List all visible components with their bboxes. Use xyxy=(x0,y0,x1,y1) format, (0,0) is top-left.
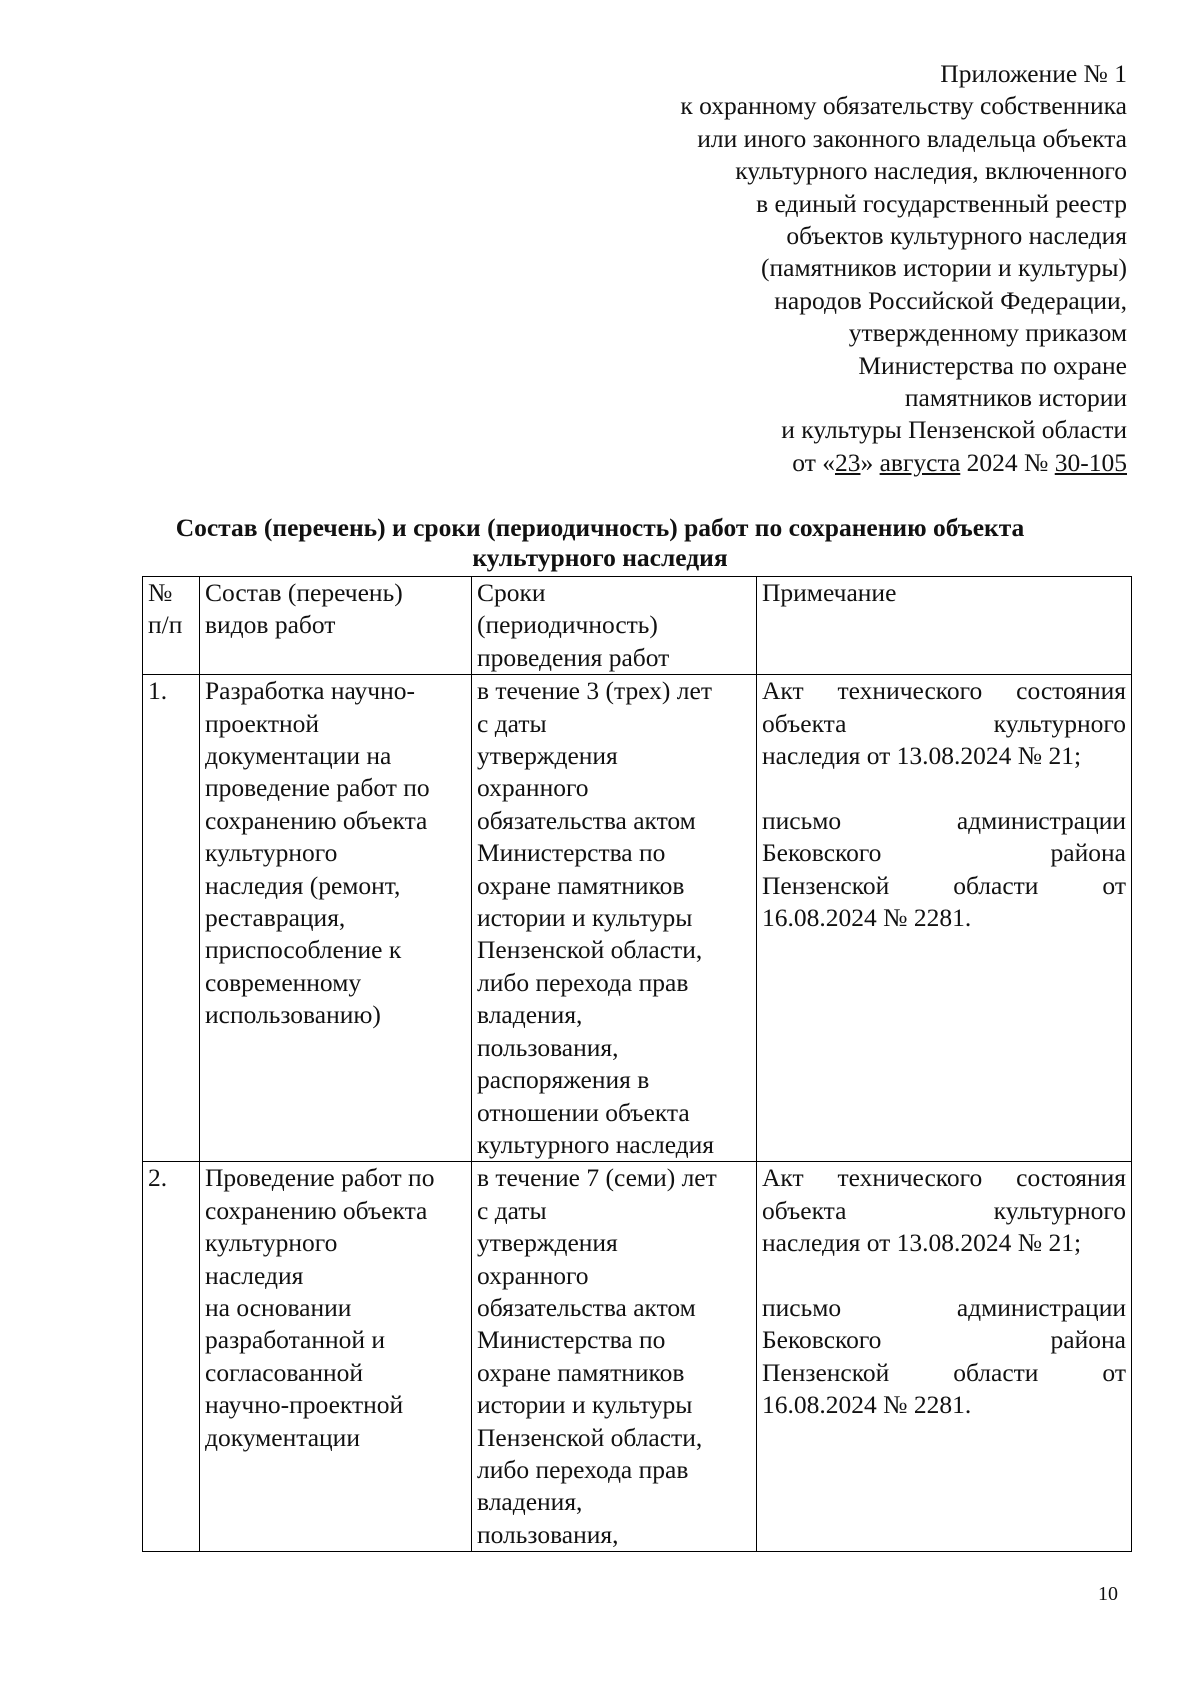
cell-text: Пензенской области, xyxy=(477,1422,703,1452)
order-date-line xyxy=(680,447,1127,479)
cell-note xyxy=(757,675,1132,1162)
cell-text: с даты xyxy=(477,1195,547,1225)
appendix-line: Министерства по охране xyxy=(858,350,1127,380)
cell-text: владения, xyxy=(477,1487,583,1517)
header-text: Состав (перечень) xyxy=(205,578,403,607)
cell-text: утверждения xyxy=(477,741,618,771)
page-number: 10 xyxy=(1098,1583,1118,1605)
cell-text: либо перехода прав xyxy=(477,1454,689,1484)
appendix-line: памятников истории xyxy=(904,383,1127,413)
header-note xyxy=(757,577,1132,675)
title-line: культурного наследия xyxy=(472,543,728,572)
cell-num xyxy=(143,1162,200,1552)
order-day: 23 xyxy=(834,447,861,477)
appendix-line: в единый государственный реестр xyxy=(756,188,1127,218)
header-text: № xyxy=(148,578,173,607)
cell-text: культурного наследия xyxy=(477,1129,715,1159)
cell-text: сохранению объекта xyxy=(205,1195,428,1225)
appendix-line: (памятников истории и культуры) xyxy=(761,253,1127,283)
paragraph-gap xyxy=(762,772,1126,804)
cell-text: охранного xyxy=(477,1260,589,1290)
title-line: Состав (перечень) и сроки (периодичность) работ по сохранению объекта xyxy=(175,513,1025,542)
cell-text: объекта культурного xyxy=(762,708,1126,738)
cell-text: научно-проектной xyxy=(205,1390,404,1420)
cell-text: приспособление к xyxy=(205,935,402,965)
cell-text: Пензенской области от xyxy=(762,1357,1126,1387)
cell-text: Проведение работ по xyxy=(205,1163,435,1193)
appendix-line: к охранному обязательству собственника xyxy=(680,91,1127,121)
appendix-header xyxy=(680,58,1127,479)
appendix-line: утвержденному приказом xyxy=(848,318,1127,348)
cell-text: Министерства по xyxy=(477,1325,666,1355)
table-row xyxy=(143,1162,1132,1552)
header-works xyxy=(200,577,472,675)
works-table xyxy=(142,576,1132,1552)
cell-text: Министерства по xyxy=(477,838,666,868)
cell-text: в течение 3 (трех) лет xyxy=(477,676,712,706)
cell-text: объекта культурного xyxy=(762,1195,1126,1225)
row-number: 1. xyxy=(148,676,168,706)
cell-text: культурного xyxy=(205,838,338,868)
order-month: августа xyxy=(879,447,961,477)
cell-text: охране памятников xyxy=(477,1357,685,1387)
cell-text: на основании xyxy=(205,1292,352,1322)
header-text: Примечание xyxy=(762,578,897,607)
cell-num xyxy=(143,675,200,1162)
cell-text: 16.08.2024 № 2281. xyxy=(762,903,972,933)
cell-text: письмо администрации xyxy=(762,1292,1126,1322)
cell-text: Бековского района xyxy=(762,838,1126,868)
cell-text: распоряжения в xyxy=(477,1065,650,1095)
cell-text: истории и культуры xyxy=(477,1390,693,1420)
cell-text: наследия (ремонт, xyxy=(205,870,401,900)
cell-text: истории и культуры xyxy=(477,903,693,933)
appendix-title: Приложение № 1 xyxy=(940,59,1127,88)
header-terms xyxy=(472,577,757,675)
header-text: проведения работ xyxy=(477,642,670,672)
cell-text: реставрация, xyxy=(205,903,346,933)
table-row xyxy=(143,675,1132,1162)
cell-text: проведение работ по xyxy=(205,773,430,803)
cell-text: обязательства актом xyxy=(477,1292,696,1322)
cell-text: документации xyxy=(205,1422,360,1452)
row-number: 2. xyxy=(148,1163,168,1193)
cell-text: с даты xyxy=(477,708,547,738)
cell-text: использованию) xyxy=(205,1000,381,1030)
cell-text: пользования, xyxy=(477,1519,619,1549)
cell-text: владения, xyxy=(477,1000,583,1030)
paragraph-gap xyxy=(762,1260,1126,1292)
cell-text: наследия от 13.08.2024 № 21; xyxy=(762,1228,1082,1258)
cell-text: Пензенской области от xyxy=(762,870,1126,900)
appendix-line: и культуры Пензенской области xyxy=(781,415,1127,445)
cell-text: Акт технического состояния xyxy=(762,676,1126,706)
document-title xyxy=(120,513,1080,573)
cell-text: сохранению объекта xyxy=(205,805,428,835)
cell-text: письмо администрации xyxy=(762,805,1126,835)
cell-works xyxy=(200,675,472,1162)
cell-text: согласованной xyxy=(205,1357,364,1387)
header-text: видов работ xyxy=(205,610,336,640)
order-year: 2024 № xyxy=(960,447,1055,477)
appendix-line: или иного законного владельца объекта xyxy=(697,123,1127,153)
date-mid: » xyxy=(860,447,880,477)
appendix-line: культурного наследия, включенного xyxy=(735,156,1127,186)
cell-text: разработанной и xyxy=(205,1325,386,1355)
cell-text: документации на xyxy=(205,741,392,771)
cell-text: 16.08.2024 № 2281. xyxy=(762,1390,972,1420)
cell-text: наследия от 13.08.2024 № 21; xyxy=(762,741,1082,771)
order-number: 30-105 xyxy=(1054,447,1127,477)
header-text: (периодичность) xyxy=(477,610,658,640)
header-text: Сроки xyxy=(477,578,546,607)
cell-text: культурного xyxy=(205,1228,338,1258)
cell-text: охранного xyxy=(477,773,589,803)
cell-text: Бековского района xyxy=(762,1325,1126,1355)
cell-text: проектной xyxy=(205,708,320,738)
cell-text: отношении объекта xyxy=(477,1097,690,1127)
cell-text: обязательства актом xyxy=(477,805,696,835)
cell-note xyxy=(757,1162,1132,1552)
table-header-row xyxy=(143,577,1132,675)
cell-text: Акт технического состояния xyxy=(762,1163,1126,1193)
header-text: п/п xyxy=(148,610,183,640)
date-prefix: от « xyxy=(792,447,835,477)
cell-terms xyxy=(472,675,757,1162)
cell-text: современному xyxy=(205,967,362,997)
cell-text: утверждения xyxy=(477,1228,618,1258)
appendix-line: народов Российской Федерации, xyxy=(774,285,1127,315)
appendix-line: объектов культурного наследия xyxy=(786,221,1127,251)
cell-text: пользования, xyxy=(477,1032,619,1062)
cell-text: Пензенской области, xyxy=(477,935,703,965)
cell-text: либо перехода прав xyxy=(477,967,689,997)
cell-works xyxy=(200,1162,472,1552)
cell-terms xyxy=(472,1162,757,1552)
cell-text: в течение 7 (семи) лет xyxy=(477,1163,717,1193)
header-num xyxy=(143,577,200,675)
cell-text: наследия xyxy=(205,1260,304,1290)
cell-text: охране памятников xyxy=(477,870,685,900)
cell-text: Разработка научно- xyxy=(205,676,416,706)
